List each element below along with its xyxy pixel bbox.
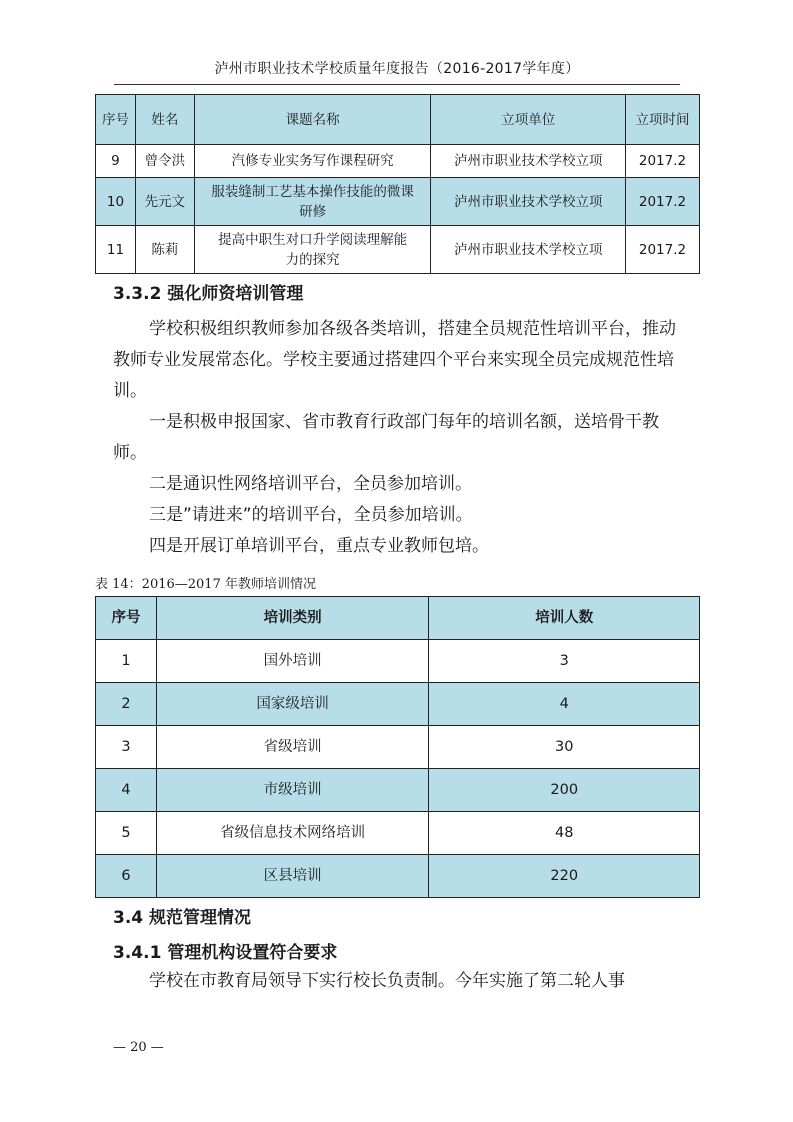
cell-count: 200 xyxy=(429,769,700,812)
cell-count: 48 xyxy=(429,812,700,855)
col-header-category: 培训类别 xyxy=(156,597,429,640)
paragraph: 学校在市教育局领导下实行校长负责制。今年实施了第二轮人事 xyxy=(149,971,625,991)
col-header-name: 姓名 xyxy=(135,95,194,145)
cell-category: 区县培训 xyxy=(156,855,429,898)
cell-category: 国外培训 xyxy=(156,640,429,683)
table-row xyxy=(96,145,700,178)
cell-name: 陈莉 xyxy=(135,226,194,274)
page-number: — 20 — xyxy=(113,1040,164,1055)
cell-count: 220 xyxy=(429,855,700,898)
cell-topic: 汽修专业实务写作课程研究 xyxy=(194,145,431,178)
cell-topic: 服装缝制工艺基本操作技能的微课研修 xyxy=(194,178,431,226)
paragraph: 一是积极申报国家、省市教育行政部门每年的培训名额，送培骨干教师。 xyxy=(113,412,659,463)
cell-index: 1 xyxy=(96,640,157,683)
cell-name: 曾令洪 xyxy=(135,145,194,178)
table-row xyxy=(96,226,700,274)
table-row xyxy=(96,683,700,726)
teacher-training-table xyxy=(95,596,700,898)
cell-name: 先元文 xyxy=(135,178,194,226)
col-header-topic: 课题名称 xyxy=(194,95,431,145)
section-heading-3-3-2: 3.3.2 强化师资培训管理 xyxy=(113,284,304,304)
table-caption: 表 14：2016—2017 年教师培训情况 xyxy=(95,577,316,592)
cell-unit: 泸州市职业技术学校立项 xyxy=(431,178,626,226)
cell-unit: 泸州市职业技术学校立项 xyxy=(431,145,626,178)
cell-date: 2017.2 xyxy=(626,178,700,226)
cell-date: 2017.2 xyxy=(626,145,700,178)
table-row xyxy=(96,812,700,855)
cell-category: 国家级培训 xyxy=(156,683,429,726)
cell-count: 4 xyxy=(429,683,700,726)
table-header-row xyxy=(96,95,700,145)
paragraph: 学校积极组织教师参加各级各类培训，搭建全员规范性培训平台，推动教师专业发展常态化。学校主要通过搭建四个平台来实现全员完成规范性培训。 xyxy=(113,319,676,401)
col-header-index: 序号 xyxy=(96,597,157,640)
cell-index: 6 xyxy=(96,855,157,898)
cell-unit: 泸州市职业技术学校立项 xyxy=(431,226,626,274)
table-row xyxy=(96,640,700,683)
cell-date: 2017.2 xyxy=(626,226,700,274)
cell-index: 3 xyxy=(96,726,157,769)
cell-index: 11 xyxy=(96,226,136,274)
cell-index: 5 xyxy=(96,812,157,855)
cell-index: 9 xyxy=(96,145,136,178)
paragraph: 三是”请进来”的培训平台，全员参加培训。 xyxy=(149,505,473,525)
col-header-unit: 立项单位 xyxy=(431,95,626,145)
cell-count: 30 xyxy=(429,726,700,769)
paragraph: 四是开展订单培训平台，重点专业教师包培。 xyxy=(149,536,489,556)
cell-category: 省级培训 xyxy=(156,726,429,769)
cell-index: 2 xyxy=(96,683,157,726)
cell-topic: 提高中职生对口升学阅读理解能力的探究 xyxy=(194,226,431,274)
table-row xyxy=(96,769,700,812)
table-header-row xyxy=(96,597,700,640)
cell-index: 10 xyxy=(96,178,136,226)
header-divider xyxy=(114,84,680,85)
section-heading-3-4: 3.4 规范管理情况 xyxy=(113,908,252,928)
section-heading-3-4-1: 3.4.1 管理机构设置符合要求 xyxy=(113,943,338,963)
table-row xyxy=(96,178,700,226)
col-header-index: 序号 xyxy=(96,95,136,145)
cell-category: 省级信息技术网络培训 xyxy=(156,812,429,855)
table-row xyxy=(96,855,700,898)
research-projects-table xyxy=(95,94,700,274)
page-header: 泸州市职业技术学校质量年度报告（2016-2017学年度） xyxy=(214,61,580,77)
col-header-count: 培训人数 xyxy=(429,597,700,640)
cell-count: 3 xyxy=(429,640,700,683)
col-header-date: 立项时间 xyxy=(626,95,700,145)
paragraph: 二是通识性网络培训平台，全员参加培训。 xyxy=(149,474,472,494)
table-row xyxy=(96,726,700,769)
cell-index: 4 xyxy=(96,769,157,812)
cell-category: 市级培训 xyxy=(156,769,429,812)
